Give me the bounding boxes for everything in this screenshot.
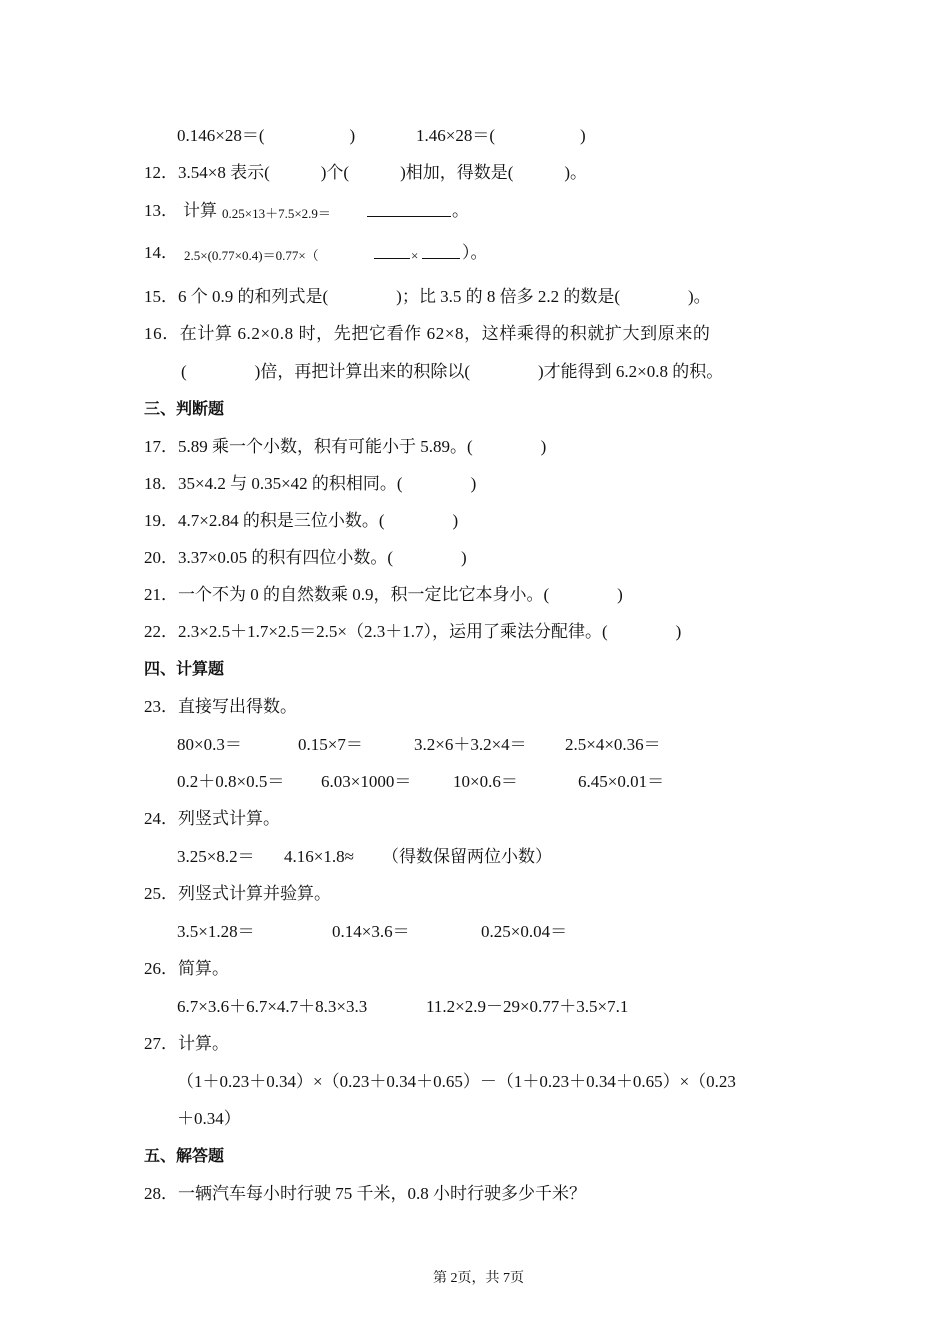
expr-0146x28: 0.146×28＝( ) (177, 126, 356, 145)
question-23-row-2 (0, 770, 665, 794)
question-24 (0, 807, 280, 831)
question-16-line-2 (0, 360, 724, 384)
question-23-text: 23．直接写出得数。 (144, 697, 297, 716)
question-12-text: 12．3.54×8 表示( )个( )相加，得数是( )。 (144, 163, 588, 182)
calc-item: 4.16×1.8≈ (284, 847, 354, 866)
question-16-text-b: ( )倍，再把计算出来的积除以( )才能得到 6.2×0.8 的积。 (181, 362, 724, 381)
section-4-title: 四、计算题 (144, 659, 225, 678)
calc-item: 80×0.3＝ (177, 735, 242, 754)
question-27-expression-b: ＋0.34） (177, 1109, 241, 1128)
question-27 (0, 1032, 229, 1056)
calc-item: 0.14×3.6＝ (332, 922, 410, 941)
question-26 (0, 957, 229, 981)
question-14-blank-2 (422, 241, 460, 266)
question-13-number: 13． (144, 201, 178, 220)
question-19-text: 19．4.7×2.84 的积是三位小数。( ) (144, 511, 459, 530)
calc-item: 0.25×0.04＝ (481, 922, 568, 941)
question-18-text: 18．35×4.2 与 0.35×42 的积相同。( ) (144, 474, 477, 493)
question-13-text: 计算 (183, 201, 217, 220)
calc-item: 3.2×6＋3.2×4＝ (414, 735, 527, 754)
question-27-expression-a: （1＋0.23＋0.34）×（0.23＋0.34＋0.65）－（1＋0.23＋0.34＋0.65）×（0.23 (177, 1072, 736, 1091)
question-17 (0, 435, 547, 459)
question-16-text-a: 16．在计算 6.2×0.8 时，先把它看作 62×8，这样乘得的积就扩大到原来的 (144, 324, 711, 343)
question-13-blank (367, 199, 451, 224)
question-28-text: 28．一辆汽车每小时行驶 75 千米，0.8 小时行驶多少千米？ (144, 1184, 586, 1203)
question-12 (0, 161, 588, 185)
calc-item: 3.25×8.2＝ (177, 847, 255, 866)
question-16-line-1 (0, 322, 711, 346)
section-3-title: 三、判断题 (144, 399, 225, 418)
question-24-row (0, 845, 552, 869)
calc-item: 0.15×7＝ (298, 735, 363, 754)
question-25-text: 25．列竖式计算并验算。 (144, 884, 331, 903)
question-23-row-1 (0, 733, 661, 757)
question-27-line-2 (0, 1107, 241, 1131)
calc-note: （得数保留两位小数） (382, 847, 552, 866)
section-5-heading (0, 1144, 225, 1168)
question-14-times: × (411, 248, 419, 263)
question-11-continuation (0, 124, 586, 148)
question-14-expression: 2.5×(0.77×0.4)＝0.77×（ (184, 248, 319, 263)
question-26-text: 26．简算。 (144, 959, 229, 978)
calc-item: 6.7×3.6＋6.7×4.7＋8.3×3.3 (177, 997, 368, 1016)
calc-item: 11.2×2.9－29×0.77＋3.5×7.1 (426, 997, 629, 1016)
section-4-heading (0, 657, 225, 681)
question-22 (0, 620, 682, 644)
question-14-number: 14． (144, 243, 178, 262)
question-23 (0, 695, 297, 719)
question-18 (0, 472, 477, 496)
question-15-text: 15．6 个 0.9 的和列式是( )；比 3.5 的 8 倍多 2.2 的数是( )。 (144, 287, 711, 306)
question-22-text: 22．2.3×2.5＋1.7×2.5＝2.5×（2.3＋1.7），运用了乘法分配律。( ) (144, 622, 682, 641)
question-28 (0, 1182, 586, 1206)
question-19 (0, 509, 459, 533)
expr-146x28: 1.46×28＝( ) (416, 126, 586, 145)
question-13 (0, 199, 469, 223)
question-13-expression: 0.25×13＋7.5×2.9＝ (222, 206, 331, 221)
calc-item: 6.45×0.01＝ (578, 772, 665, 791)
calc-item: 6.03×1000＝ (321, 772, 412, 791)
calc-item: 10×0.6＝ (453, 772, 518, 791)
page-number: 第 2页，共 7页 (433, 1271, 524, 1286)
page-footer (0, 1243, 950, 1286)
calc-item: 2.5×4×0.36＝ (565, 735, 661, 754)
question-26-row (0, 995, 629, 1019)
calc-item: 3.5×1.28＝ (177, 922, 255, 941)
question-20 (0, 546, 467, 570)
question-21-text: 21．一个不为 0 的自然数乘 0.9，积一定比它本身小。( ) (144, 585, 623, 604)
question-17-text: 17．5.89 乘一个小数，积有可能小于 5.89。( ) (144, 437, 547, 456)
section-3-heading (0, 397, 225, 421)
question-14-end: ）。 (462, 243, 488, 262)
section-5-title: 五、解答题 (144, 1146, 225, 1165)
calc-item: 0.2＋0.8×0.5＝ (177, 772, 285, 791)
question-27-text: 27．计算。 (144, 1034, 229, 1053)
question-13-end: 。 (452, 201, 469, 220)
question-25 (0, 882, 331, 906)
question-27-line-1 (0, 1070, 736, 1094)
question-24-text: 24．列竖式计算。 (144, 809, 280, 828)
question-15 (0, 285, 711, 309)
question-14 (0, 241, 488, 265)
question-25-row (0, 920, 568, 944)
question-20-text: 20．3.37×0.05 的积有四位小数。( ) (144, 548, 467, 567)
question-14-blank-1 (374, 241, 410, 266)
question-21 (0, 583, 623, 607)
